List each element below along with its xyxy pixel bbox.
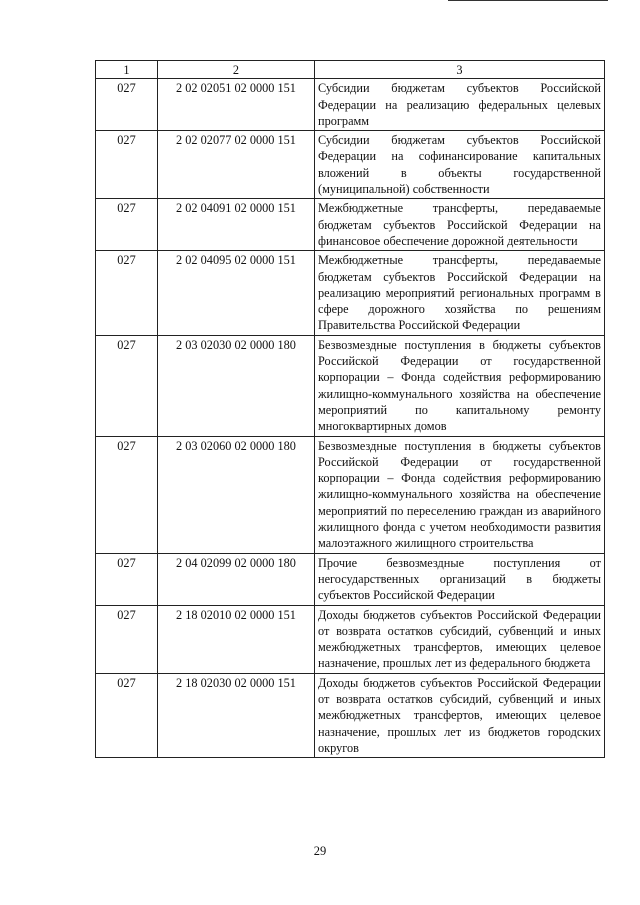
description-cell: Доходы бюджетов субъектов Российской Федерации от возврата остатков субсидий, субвенций и иных межбюджетных трансфертов, имеющих целевое назначение, прошлых лет из бюджетов городских округов <box>315 673 605 757</box>
revenue-code-cell: 2 02 04091 02 0000 151 <box>158 199 315 251</box>
table-row <box>96 79 605 131</box>
column-header-3: 3 <box>315 61 605 79</box>
description-cell: Безвозмездные поступления в бюджеты субъектов Российской Федерации от государственной корпорации – Фонда содействия реформированию жилищно-коммунального хозяйства на обеспечение мероприятий по переселению граждан из аварийного жилищного фонда с учетом необходимости развития малоэтажного жилищного строительства <box>315 436 605 553</box>
admin-code-cell: 027 <box>96 605 158 673</box>
revenue-codes-table <box>95 60 605 758</box>
admin-code-cell: 027 <box>96 553 158 605</box>
revenue-code-cell: 2 02 02077 02 0000 151 <box>158 131 315 199</box>
page-number: 29 <box>313 844 327 858</box>
table-row <box>96 199 605 251</box>
admin-code-cell: 027 <box>96 199 158 251</box>
admin-code-cell: 027 <box>96 673 158 757</box>
description-cell: Субсидии бюджетам субъектов Российской Федерации на реализацию федеральных целевых программ <box>315 79 605 131</box>
table-row <box>96 131 605 199</box>
admin-code-cell: 027 <box>96 335 158 436</box>
table-row <box>96 673 605 757</box>
revenue-code-cell: 2 18 02030 02 0000 151 <box>158 673 315 757</box>
revenue-code-cell: 2 03 02060 02 0000 180 <box>158 436 315 553</box>
description-cell: Межбюджетные трансферты, передаваемые бюджетам субъектов Российской Федерации на финансовое обеспечение дорожной деятельности <box>315 199 605 251</box>
table-row <box>96 553 605 605</box>
revenue-code-cell: 2 18 02010 02 0000 151 <box>158 605 315 673</box>
description-cell: Межбюджетные трансферты, передаваемые бюджетам субъектов Российской Федерации на реализацию мероприятий региональных программ в сфере дорожного хозяйства по решениям Правительства Российской Федерации <box>315 251 605 335</box>
admin-code-cell: 027 <box>96 131 158 199</box>
revenue-code-cell: 2 04 02099 02 0000 180 <box>158 553 315 605</box>
admin-code-cell: 027 <box>96 436 158 553</box>
description-cell: Безвозмездные поступления в бюджеты субъектов Российской Федерации от государственной корпорации – Фонда содействия реформированию жилищно-коммунального хозяйства на обеспечение мероприятий по капитальному ремонту многоквартирных домов <box>315 335 605 436</box>
revenue-code-cell: 2 02 04095 02 0000 151 <box>158 251 315 335</box>
top-rule <box>448 0 608 1</box>
revenue-code-cell: 2 02 02051 02 0000 151 <box>158 79 315 131</box>
table-row <box>96 605 605 673</box>
description-cell: Субсидии бюджетам субъектов Российской Федерации на софинансирование капитальных вложений в объекты государственной (муниципальной) собственности <box>315 131 605 199</box>
revenue-code-cell: 2 03 02030 02 0000 180 <box>158 335 315 436</box>
admin-code-cell: 027 <box>96 251 158 335</box>
table-header-row <box>96 61 605 79</box>
table-row <box>96 251 605 335</box>
column-header-2: 2 <box>158 61 315 79</box>
admin-code-cell: 027 <box>96 79 158 131</box>
column-header-1: 1 <box>96 61 158 79</box>
table-row <box>96 436 605 553</box>
description-cell: Доходы бюджетов субъектов Российской Федерации от возврата остатков субсидий, субвенций и иных межбюджетных трансфертов, имеющих целевое назначение, прошлых лет из федерального бюджета <box>315 605 605 673</box>
table-row <box>96 335 605 436</box>
description-cell: Прочие безвозмездные поступления от негосударственных организаций в бюджеты субъектов Российской Федерации <box>315 553 605 605</box>
